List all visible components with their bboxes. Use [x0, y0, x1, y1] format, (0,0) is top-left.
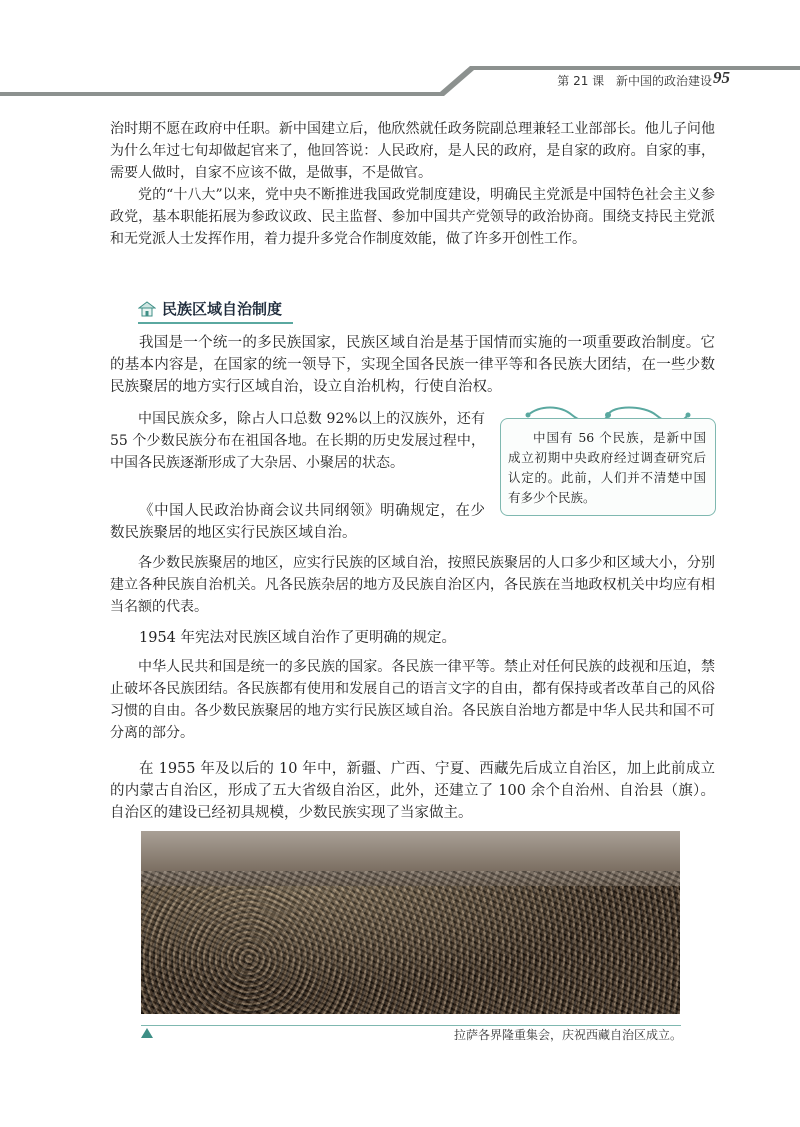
section-heading: [138, 298, 293, 324]
section-title: 民族区域自治制度: [162, 300, 283, 318]
paragraph-8: 中华人民共和国是统一的多民族的国家。各民族一律平等。禁止对任何民族的歧视和压迫，禁止破坏各民族团结。各民族都有使用和发展自己的语言文字的自由，都有保持或者改革自己的风俗习惯的自由。各少数民族聚居的地方实行民族区域自治。各民族自治地方都是中华人民共和国不可分离的部分。: [110, 659, 715, 741]
paragraph-5: 《中国人民政治协商会议共同纲领》明确规定，在少数民族聚居的地区实行民族区域自治。: [110, 503, 485, 541]
running-header: [549, 72, 712, 89]
lesson-number: 第 21 课: [557, 74, 605, 88]
note-text: 中国有 56 个民族，是新中国成立初期中央政府经过调查研究后认定的。此前，人们并不清楚中国有多少个民族。: [508, 430, 706, 505]
paragraph-2: 党的“十八大”以来，党中央不断推进我国政党制度建设，明确民主党派是中国特色社会主义参政党，基本职能拓展为参政议政、民主监督、参加中国共产党领导的政治协商。围绕支持民主党派和无党派人士发挥作用，着力提升多党合作制度效能，做了许多开创性工作。: [110, 187, 715, 247]
pavilion-icon: [138, 300, 156, 318]
photo-caption: 拉萨各界隆重集会，庆祝西藏自治区成立。: [453, 1028, 682, 1042]
rally-photo: [141, 831, 680, 1014]
paragraph-9: 在 1955 年及以后的 10 年中，新疆、广西、宁夏、西藏先后成立自治区，加上此前成立的内蒙古自治区，形成了五大省级自治区，此外，还建立了 100 余个自治州、自治县（旗）。自治区的建设已经初具规模，少数民族实现了当家做主。: [110, 761, 715, 821]
paragraph-6: 各少数民族聚居的地区，应实行民族的区域自治，按照民族聚居的人口多少和区域大小，分别建立各种民族自治机关。凡各民族杂居的地方及民族自治区内，各民族在当地政权机关中均应有相当名额的代表。: [110, 555, 715, 615]
page-number: 95: [713, 68, 730, 87]
paragraph-4: 中国民族众多，除占人口总数 92%以上的汉族外，还有 55 个少数民族分布在祖国各地。在长期的历史发展过程中，中国各民族逐渐形成了大杂居、小聚居的状态。: [110, 411, 485, 471]
paragraph-1: 治时期不愿在政府中任职。新中国建立后，他欣然就任政务院副总理兼轻工业部部长。他儿子问他为什么年过七旬却做起官来了，他回答说：人民政府，是人民的政府，是自家的政府。自家的事，需要人做时，自家不应该不做，是做事，不是做官。: [110, 121, 715, 181]
lesson-title: 新中国的政治建设: [615, 74, 712, 88]
paragraph-7: 1954 年宪法对民族区域自治作了更明确的规定。: [139, 630, 457, 646]
paragraph-3: 我国是一个统一的多民族国家，民族区域自治是基于国情而实施的一项重要政治制度。它的基本内容是，在国家的统一领导下，实现全国各民族一律平等和各民族大团结，在一些少数民族聚居的地方实行区域自治，设立自治机构，行使自治权。: [110, 335, 715, 395]
caption-triangle-icon: [141, 1028, 153, 1038]
